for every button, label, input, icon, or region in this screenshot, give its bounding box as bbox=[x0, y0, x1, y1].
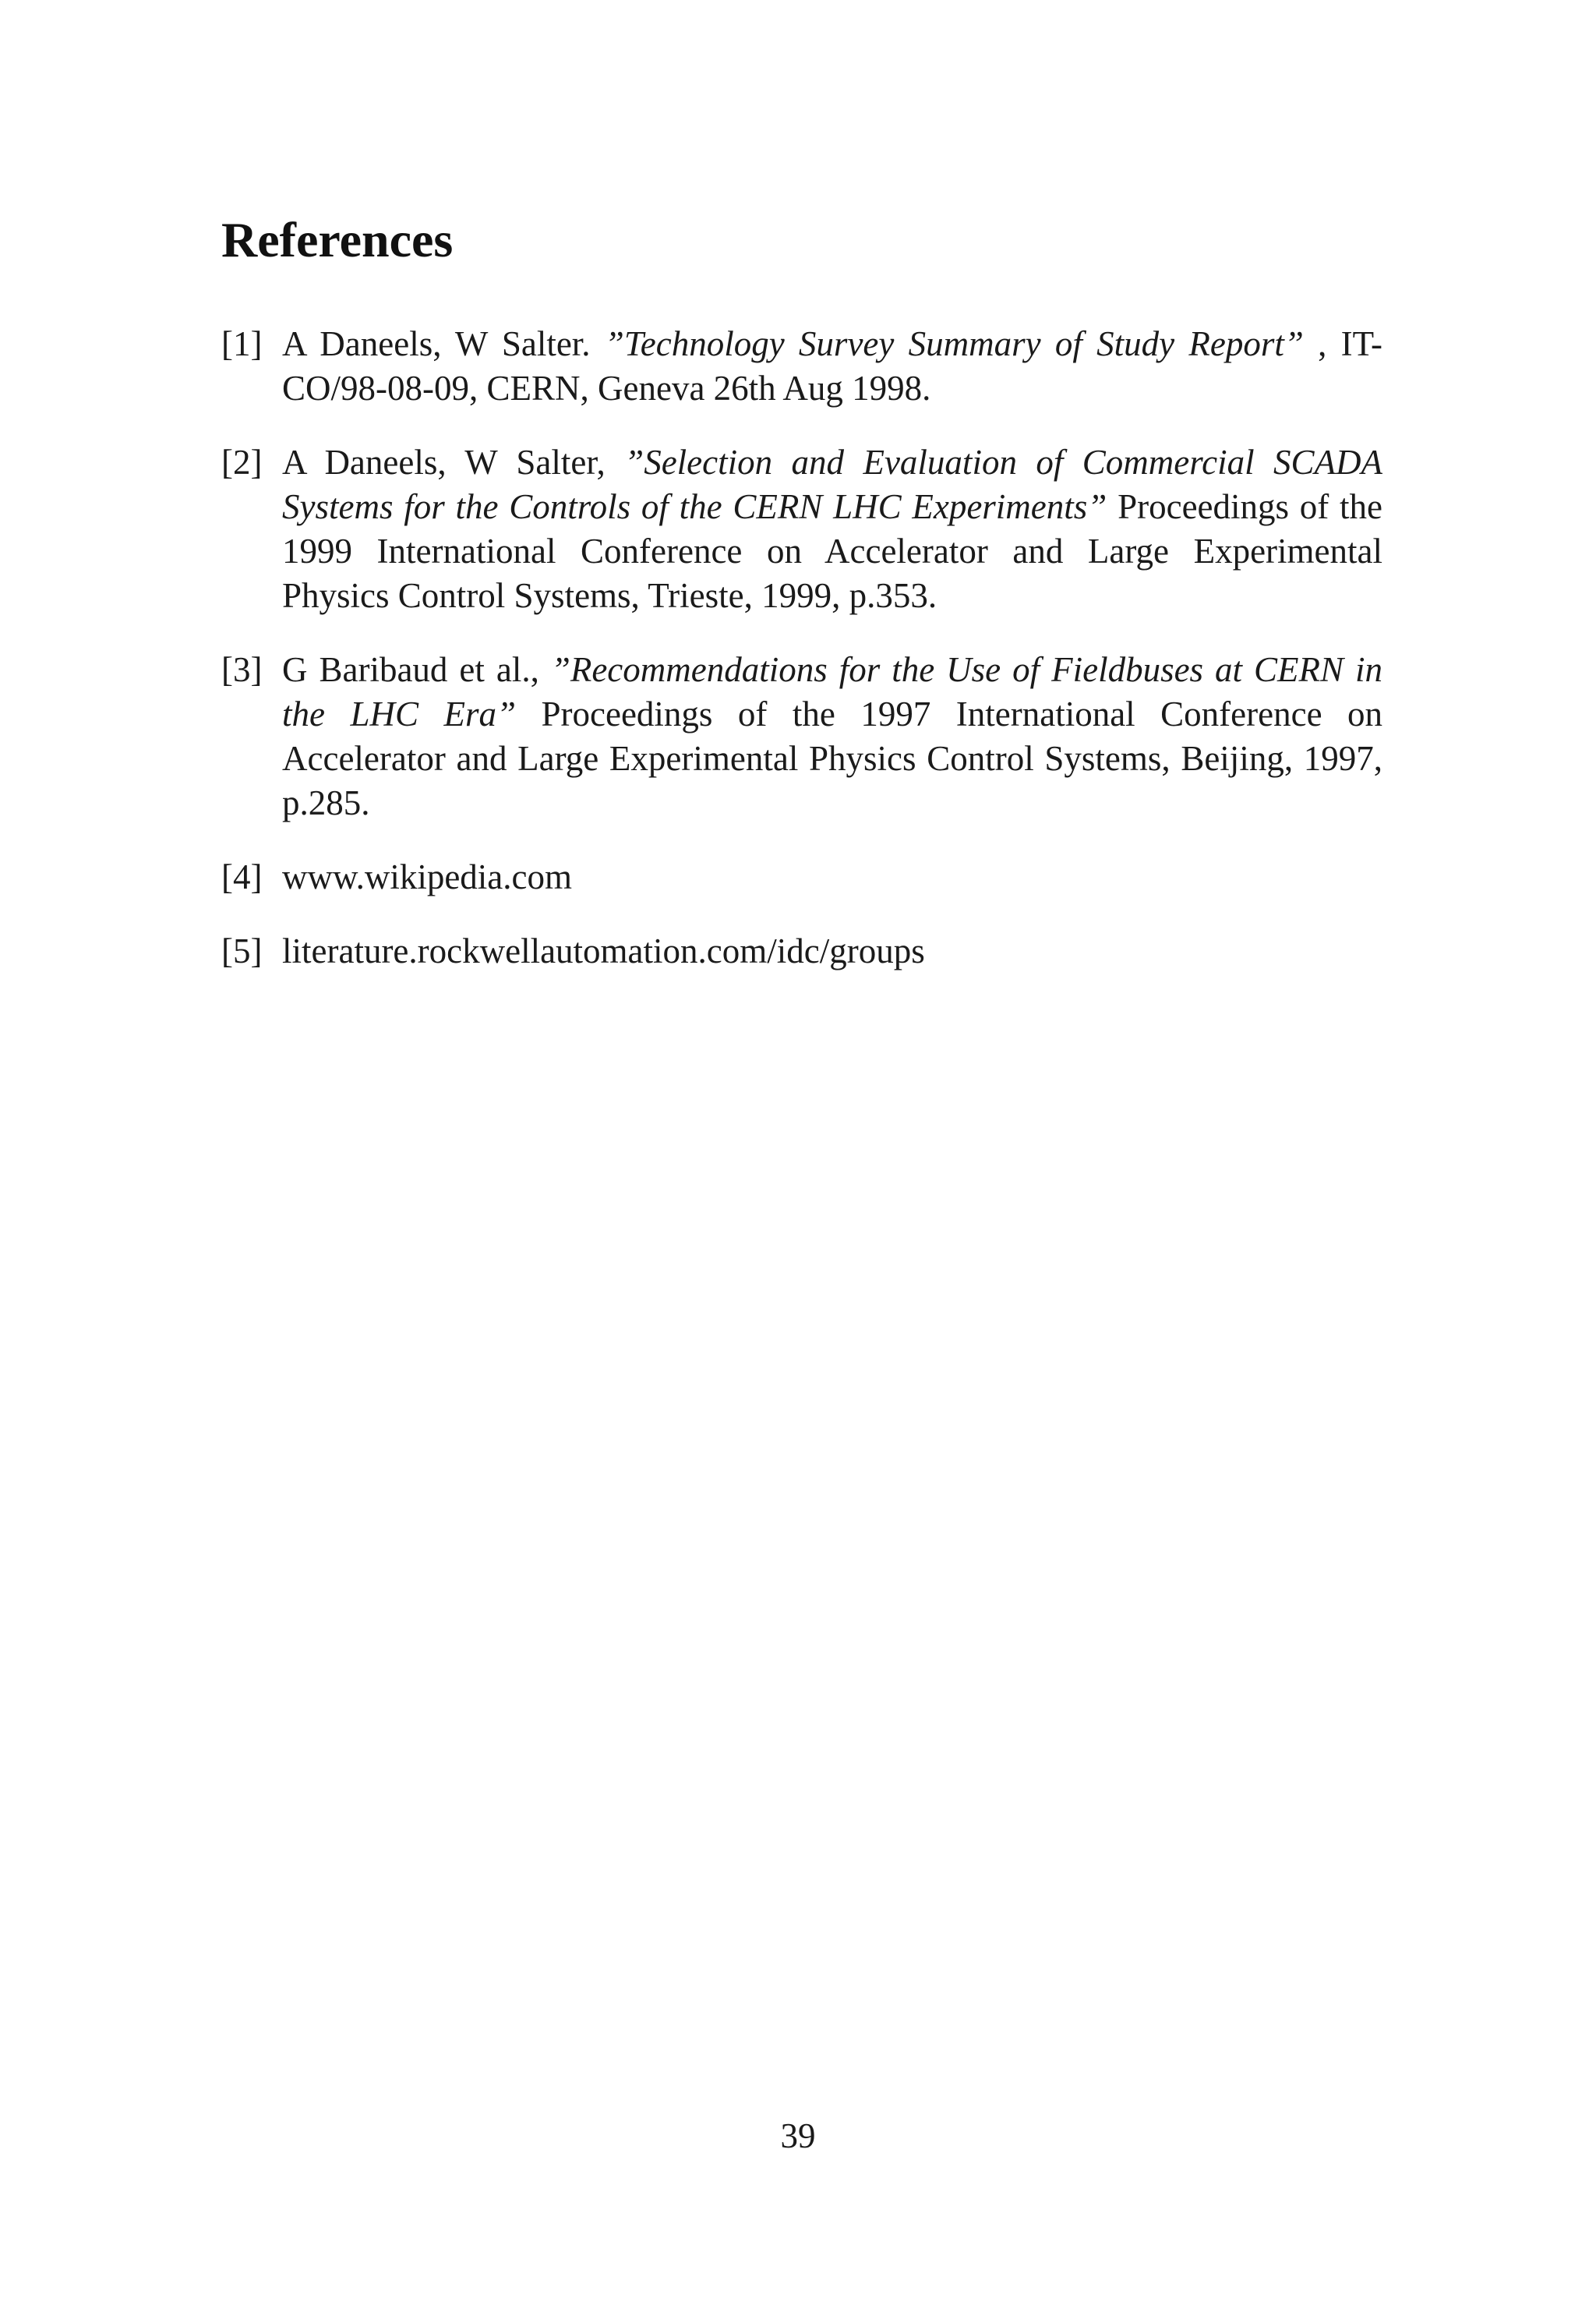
reference-details: Proceedings of the 1997 International Conference on Accelerator and Large Experimental Physics Control Systems, Beijing, 1997, p.285. bbox=[282, 695, 1383, 822]
reference-list bbox=[221, 322, 1382, 974]
reference-number: [3] bbox=[221, 650, 263, 689]
reference-item-1 bbox=[221, 322, 1382, 411]
reference-title: ”Selection and Evaluation of Commercial SCADA Systems for the Controls of the CERN LHC Experiments” bbox=[282, 443, 1383, 526]
reference-authors: A Daneels, W Salter, bbox=[282, 443, 606, 482]
page-title: References bbox=[221, 212, 454, 267]
reference-number: [5] bbox=[221, 932, 263, 970]
reference-title: ”Recommendations for the Use of Fieldbuses at CERN in the LHC Era” bbox=[282, 650, 1382, 734]
reference-number: [4] bbox=[221, 857, 263, 896]
reference-url: literature.rockwellautomation.com/idc/groups bbox=[282, 932, 925, 970]
reference-authors: A Daneels, W Salter. bbox=[282, 324, 591, 363]
reference-number: [2] bbox=[221, 443, 263, 482]
reference-item-4 bbox=[221, 855, 1382, 900]
reference-number: [1] bbox=[221, 324, 263, 363]
reference-item-3 bbox=[221, 648, 1382, 825]
reference-authors: G Baribaud et al., bbox=[282, 650, 539, 689]
reference-url: www.wikipedia.com bbox=[282, 857, 572, 896]
reference-item-5 bbox=[221, 929, 1382, 974]
reference-title: ”Technology Survey Summary of Study Report” bbox=[604, 324, 1304, 363]
reference-details: , IT-CO/98-08-09, CERN, Geneva 26th Aug 1998. bbox=[282, 324, 1382, 408]
page-number: 39 bbox=[780, 2116, 816, 2155]
reference-details: Proceedings of the 1999 International Conference on Accelerator and Large Experimental Physics Control Systems, Trieste, 1999, p.353. bbox=[282, 487, 1382, 615]
reference-item-2 bbox=[221, 440, 1382, 618]
